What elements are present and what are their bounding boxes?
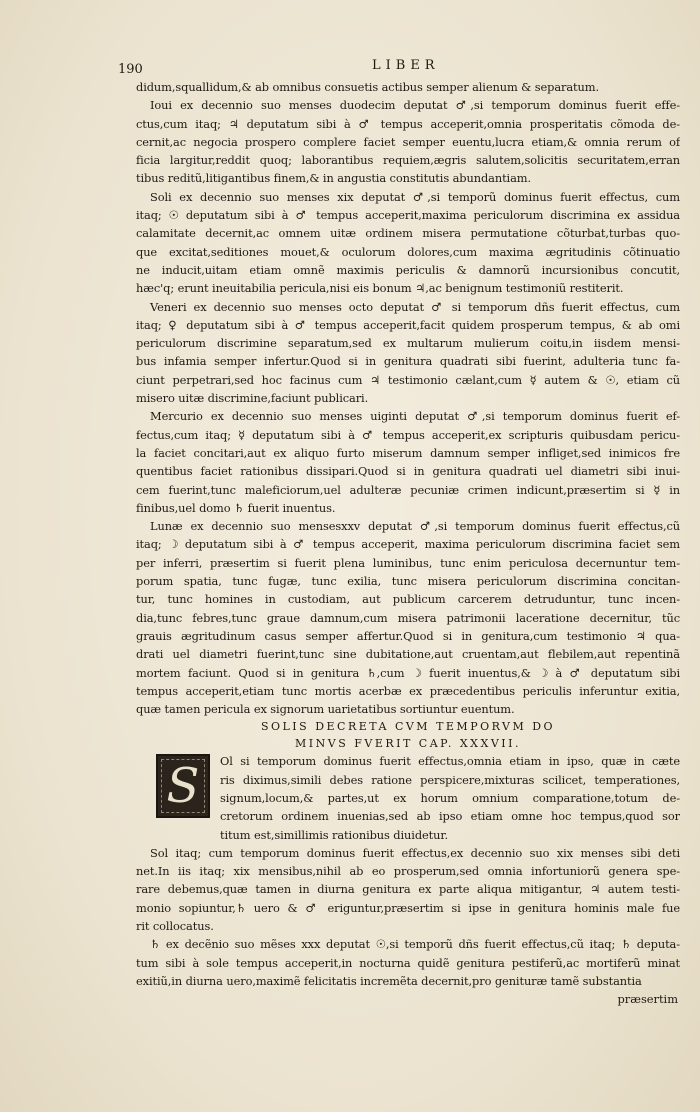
text-line: bus infamia semper infertur.Quod si in genitura quadrati sibi fuerint, adulteria tunc fa-	[136, 354, 680, 369]
text-line: hæc'q; erunt ineuitabilia pericula,nisi eis bonum ♃,ac benignum testimoniũ restiterit.	[136, 281, 624, 296]
text-line: rit collocatus.	[136, 919, 214, 934]
text-line: tempus acceperit,etiam tunc mortis acerbæ ex præcedentibus periculis inferuntur exitia,	[136, 683, 680, 698]
text-line: Ioui ex decennio suo menses duodecim deputat ♂,si temporum dominus fuerit effe-	[150, 98, 680, 113]
text-line: cernit,ac negocia prospero complere faciet semper euentu,lucra etiam,& omnia rerum of	[136, 134, 680, 149]
text-line: didum,squallidum,& ab omnibus consuetis actibus semper alienum & separatum.	[136, 80, 599, 94]
text-line: tum sibi à sole tempus acceperit,in nocturna quidẽ genitura pestiferũ,ac mortiferũ minat	[136, 955, 680, 970]
text-line: monio sopiuntur,♄ uero & ♂ eriguntur,præsertim si ipse in genitura hominis male fue	[136, 900, 680, 915]
text-line: fectus,cum itaq; ☿ deputatum sibi à ♂ tempus acceperit,ex scripturis quibusdam pericu-	[136, 427, 680, 442]
paragraph	[136, 935, 680, 990]
text-line: Sol itaq; cum temporum dominus fuerit effectus,ex decennio suo xix menses sibi deti	[150, 845, 680, 860]
text-line: cretorum ordinem inuenias,sed ab ipso etiam omne hoc tempus,quod sor	[220, 809, 680, 824]
paragraphs-top	[136, 78, 680, 718]
text-line: la faciet concitari,aut ex aliquo furto miserum damnum semper infliget,sed inimicos fre	[136, 445, 680, 460]
running-head: LIBER	[372, 58, 440, 73]
text-line: Veneri ex decennio suo menses octo deputat ♂ si temporum dñs fuerit effectus, cum	[150, 299, 680, 314]
text-line: ficia largitur,reddit quoq; laborantibus requiem,ægris salutem,solicitis securitatem,erran	[136, 153, 680, 168]
text-line: mortem faciunt. Quod si in genitura ♄,cum ☽ fuerit inuentus,& ☽ à ♂ deputatum sibi	[136, 665, 680, 680]
text-line: ciunt perpetrari,sed hoc facinus cum ♃ testimonio cælant,cum ☿ autem & ☉, etiam cũ	[136, 372, 680, 387]
text-line: net.In iis itaq; xix mensibus,nihil ab eo prosperum,sed omnia infortuniorũ genera spe-	[136, 864, 680, 879]
text-line: grauis ægritudinum casus semper affertur.Quod si in genitura,cum testimonio ♃ qua-	[136, 628, 680, 643]
text-line: itaq; ☉ deputatum sibi à ♂ tempus acceperit,maxima periculorum discrimina ex assidua	[136, 208, 680, 223]
paragraph	[136, 188, 680, 298]
paragraphs-bottom	[136, 844, 680, 990]
text-line: finibus,uel domo ♄ fuerit inuentus.	[136, 500, 336, 515]
text-line: ne inducit,uitam etiam omnẽ maximis periculis & damnorũ incursionibus concutit,	[136, 262, 680, 277]
text-line: rare debemus,quæ tamen in diurna genitura ex parte aliqua mitigantur, ♃ autem testi-	[136, 882, 680, 897]
text-line: per inferri, præsertim si fuerit plena luminibus, tunc enim periculosa decernuntur tem-	[136, 555, 680, 570]
text-line: porum spatia, tunc fugæ, tunc exilia, tunc misera periculorum discrimina concitan-	[136, 574, 680, 589]
main-text	[136, 78, 680, 1008]
text-line: ♄ ex decẽnio suo mẽses xxx deputat ☉,si temporũ dñs fuerit effectus,cũ itaq; ♄ deputa-	[150, 937, 680, 952]
paragraph	[136, 298, 680, 408]
drop-cap-paragraph	[136, 752, 680, 843]
text-line: drati uel diametri fuerint,tunc sine dubitatione,aut cruentam,aut flebilem,aut repentinã	[136, 647, 680, 662]
text-line: Soli ex decennio suo menses xix deputat ♂,si temporũ dominus fuerit effectus, cum	[150, 189, 680, 204]
text-line: exitiũ,in diurna uero,maximẽ felicitatis incremẽta decernit,pro genituræ tamẽ substantia	[136, 973, 642, 988]
text-line: tur, tunc homines in custodiam, aut publicum carcerem detruduntur, tunc incen-	[136, 592, 680, 607]
text-line: que excitat,seditiones mouet,& oculorum dolores,cum maxima ægritudinis cõtinuatio	[136, 244, 680, 259]
text-line: signum,locum,& partes,ut ex horum omnium comparatione,totum de-	[220, 790, 680, 805]
chapter-heading-line-1: SOLIS DECRETA CVM TEMPORVM DO	[260, 720, 556, 734]
text-line: ctus,cum itaq; ♃ deputatum sibi à ♂ tempus acceperit,omnia prosperitatis cõmoda de-	[136, 116, 680, 131]
text-line: dia,tunc febres,tunc graue damnum,cum misera patrimonii laceratione decernitur, tũc	[136, 610, 680, 625]
decorated-initial: S	[156, 754, 210, 818]
text-line: ris diximus,simili debes ratione perspicere,mixturas scilicet, temperationes,	[220, 772, 680, 787]
text-line: quæ tamen pericula ex signorum uarietatibus sortiuntur euentum.	[136, 702, 515, 717]
chapter-heading-line-2: MINVS FVERIT CAP. XXXVII.	[295, 737, 521, 751]
paragraph	[136, 78, 680, 96]
text-line: Lunæ ex decennio suo mensesxxv deputat ♂,si temporum dominus fuerit effectus,cũ	[150, 519, 680, 534]
text-line: Mercurio ex decennio suo menses uiginti deputat ♂,si temporum dominus fuerit ef-	[150, 409, 680, 424]
text-line: itaq; ☽ deputatum sibi à ♂ tempus acceperit, maxima periculorum discrimina faciet sem	[136, 537, 680, 552]
paragraph	[136, 407, 680, 517]
catchword: præsertim	[617, 992, 678, 1007]
page-number: 190	[118, 62, 143, 77]
text-line: itaq; ♀ deputatum sibi à ♂ tempus acceperit,facit quidem prosperum tempus, & ab omi	[136, 317, 680, 332]
paragraph	[136, 517, 680, 718]
text-line: Ol si temporum dominus fuerit effectus,omnia etiam in ipso, quæ in cæte	[220, 754, 680, 769]
text-line: tibus reditũ,litigantibus finem,& in angustia constitutis abundantiam.	[136, 171, 532, 186]
text-line: periculorum discrimine separatum,sed ex multarum mulierum coitu,in iisdem mensi-	[136, 336, 680, 351]
text-line: misero uitæ discrimine,faciunt publicari.	[136, 391, 369, 406]
text-line: quentibus faciet rationibus dissipari.Quod si in genitura quadrati uel diametri sibi inui-	[136, 464, 680, 479]
drop-cap-lines	[136, 752, 680, 843]
text-line: calamitate decernit,ac omnem uitæ ordinem misera permutatione cõturbat,turbas quo-	[136, 226, 680, 241]
text-line: cem fuerint,tunc maleficiorum,uel adulteræ pecuniæ crimen indicunt,præsertim si ☿ in	[136, 482, 680, 497]
paragraph	[136, 844, 680, 935]
text-line: titum est,simillimis rationibus diuidetur.	[220, 827, 448, 842]
paragraph	[136, 96, 680, 187]
